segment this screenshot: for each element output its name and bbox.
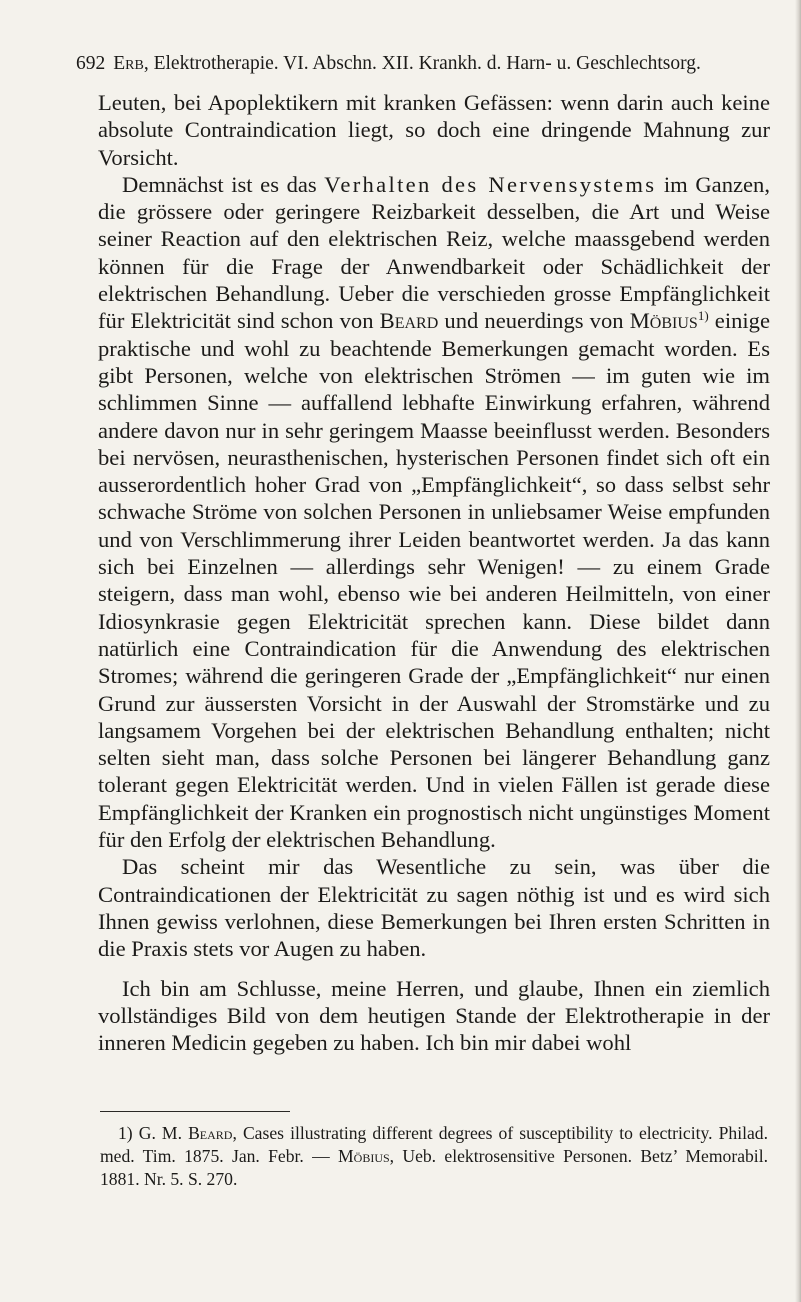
footnote-text xyxy=(100,1122,768,1191)
author-mobius: Möbius xyxy=(629,308,698,334)
header-title: , Elektrotherapie. VI. Abschn. XII. Krankh. d. Harn- u. Geschlechtsorg. xyxy=(143,53,701,74)
footnote-reference: 1) xyxy=(697,308,709,324)
running-header xyxy=(76,52,776,76)
paragraph-2-mid2: und neuerdings von xyxy=(438,308,630,334)
footnote-author-beard: Beard xyxy=(188,1123,233,1143)
footnote-text-1: , Cases illustrating different degrees of susceptibility to electricity. Philad. med. Tim. 1875. Jan. Febr. — xyxy=(100,1123,768,1166)
footnote-author-mobius: Möbius xyxy=(338,1146,390,1166)
footnote-initials: G. M. xyxy=(132,1123,189,1143)
footnote-rule xyxy=(100,1111,290,1112)
footnote-text-2: , Ueb. elektrosensitive Personen. Betz’ Memorabil. 1881. Nr. 5. S. 270. xyxy=(100,1146,768,1189)
emphasis-nervensystem: Verhalten des Nervensystems xyxy=(324,171,657,197)
paragraph-2-mid: im Ganzen, die grössere oder geringere Reizbarkeit desselben, die Art und Weise seiner Reaction auf den elektrischen Reiz, welche maassgebend werden können für die Frage der Anwendbarkeit oder Schädlichkeit der elektrischen Behandlung. Ueber die verschieden grosse Empfänglichkeit für Elektricität sind schon von xyxy=(98,171,770,334)
paragraph-1: Leuten, bei Apoplektikern mit kranken Gefässen: wenn darin auch keine absolute Contraindication liegt, so doch eine dringende Mahnung zur Vorsicht. xyxy=(98,90,770,170)
paragraph-2-end: einige praktische und wohl zu beachtende Bemerkungen gemacht worden. Es gibt Personen, welche von elektrischen Strömen — im guten wie im schlimmen Sinne — auffallend lebhafte Einwirkung erfahren, während andere davon nur in sehr geringem Maasse beeinflusst werden. Besonders bei nervösen, neurasthenischen, hysterischen Personen findet sich oft ein ausserordentlich hoher Grad von „Empfänglichkeit“, so dass selbst sehr schwache Ströme von solchen Personen in unliebsamer Weise empfunden und von Verschlimmerung ihrer Leiden beantwortet werden. Ja das kann sich bei Einzelnen — allerdings sehr Wenigen! — zu einem Grade steigern, dass man wohl, ebenso wie bei anderen Heilmitteln, von einer Idiosynkrasie gegen Elektricität sprechen kann. Diese bildet dann natürlich eine Contraindication für die Anwendung des elektrischen Stromes; während die geringeren Grade der „Empfänglichkeit“ nur einen Grund zur äussersten Vorsicht in der Auswahl der Stromstärke und zu langsamem Vorgehen bei der elektrischen Behandlung enthalten; nicht selten sieht man, dass solche Personen bei längerer Behandlung ganz tolerant gegen Elektricität werden. Und in vielen Fällen ist gerade diese Empfänglichkeit der Kranken ein prognostisch nicht ungünstiges Moment für den Erfolg der elektrischen Behandlung. xyxy=(98,308,770,853)
paragraph-2 xyxy=(98,171,770,853)
footnote xyxy=(100,1122,768,1191)
paragraph-4: Ich bin am Schlusse, meine Herren, und glaube, Ihnen ein ziemlich vollständiges Bild von dem heutigen Stande der Elektrotherapie in der inneren Medicin gegeben zu haben. Ich bin mir dabei wohl xyxy=(98,975,770,1056)
author-beard: Beard xyxy=(379,308,439,334)
paragraph-3: Das scheint mir das Wesentliche zu sein, was über die Contraindicationen der Elektricität zu sagen nöthig ist und es wird sich Ihnen gewiss verlohnen, diese Bemerkungen bei Ihren ersten Schritten in die Praxis stets vor Augen zu haben. xyxy=(98,854,770,962)
page-edge-shadow xyxy=(795,0,801,1302)
footnote-marker: 1) xyxy=(118,1123,133,1143)
page-number: 692 xyxy=(76,53,106,74)
main-text xyxy=(98,89,770,1056)
header-author: Erb xyxy=(113,53,144,74)
paragraph-2-start: Demnächst ist es das xyxy=(122,171,325,197)
